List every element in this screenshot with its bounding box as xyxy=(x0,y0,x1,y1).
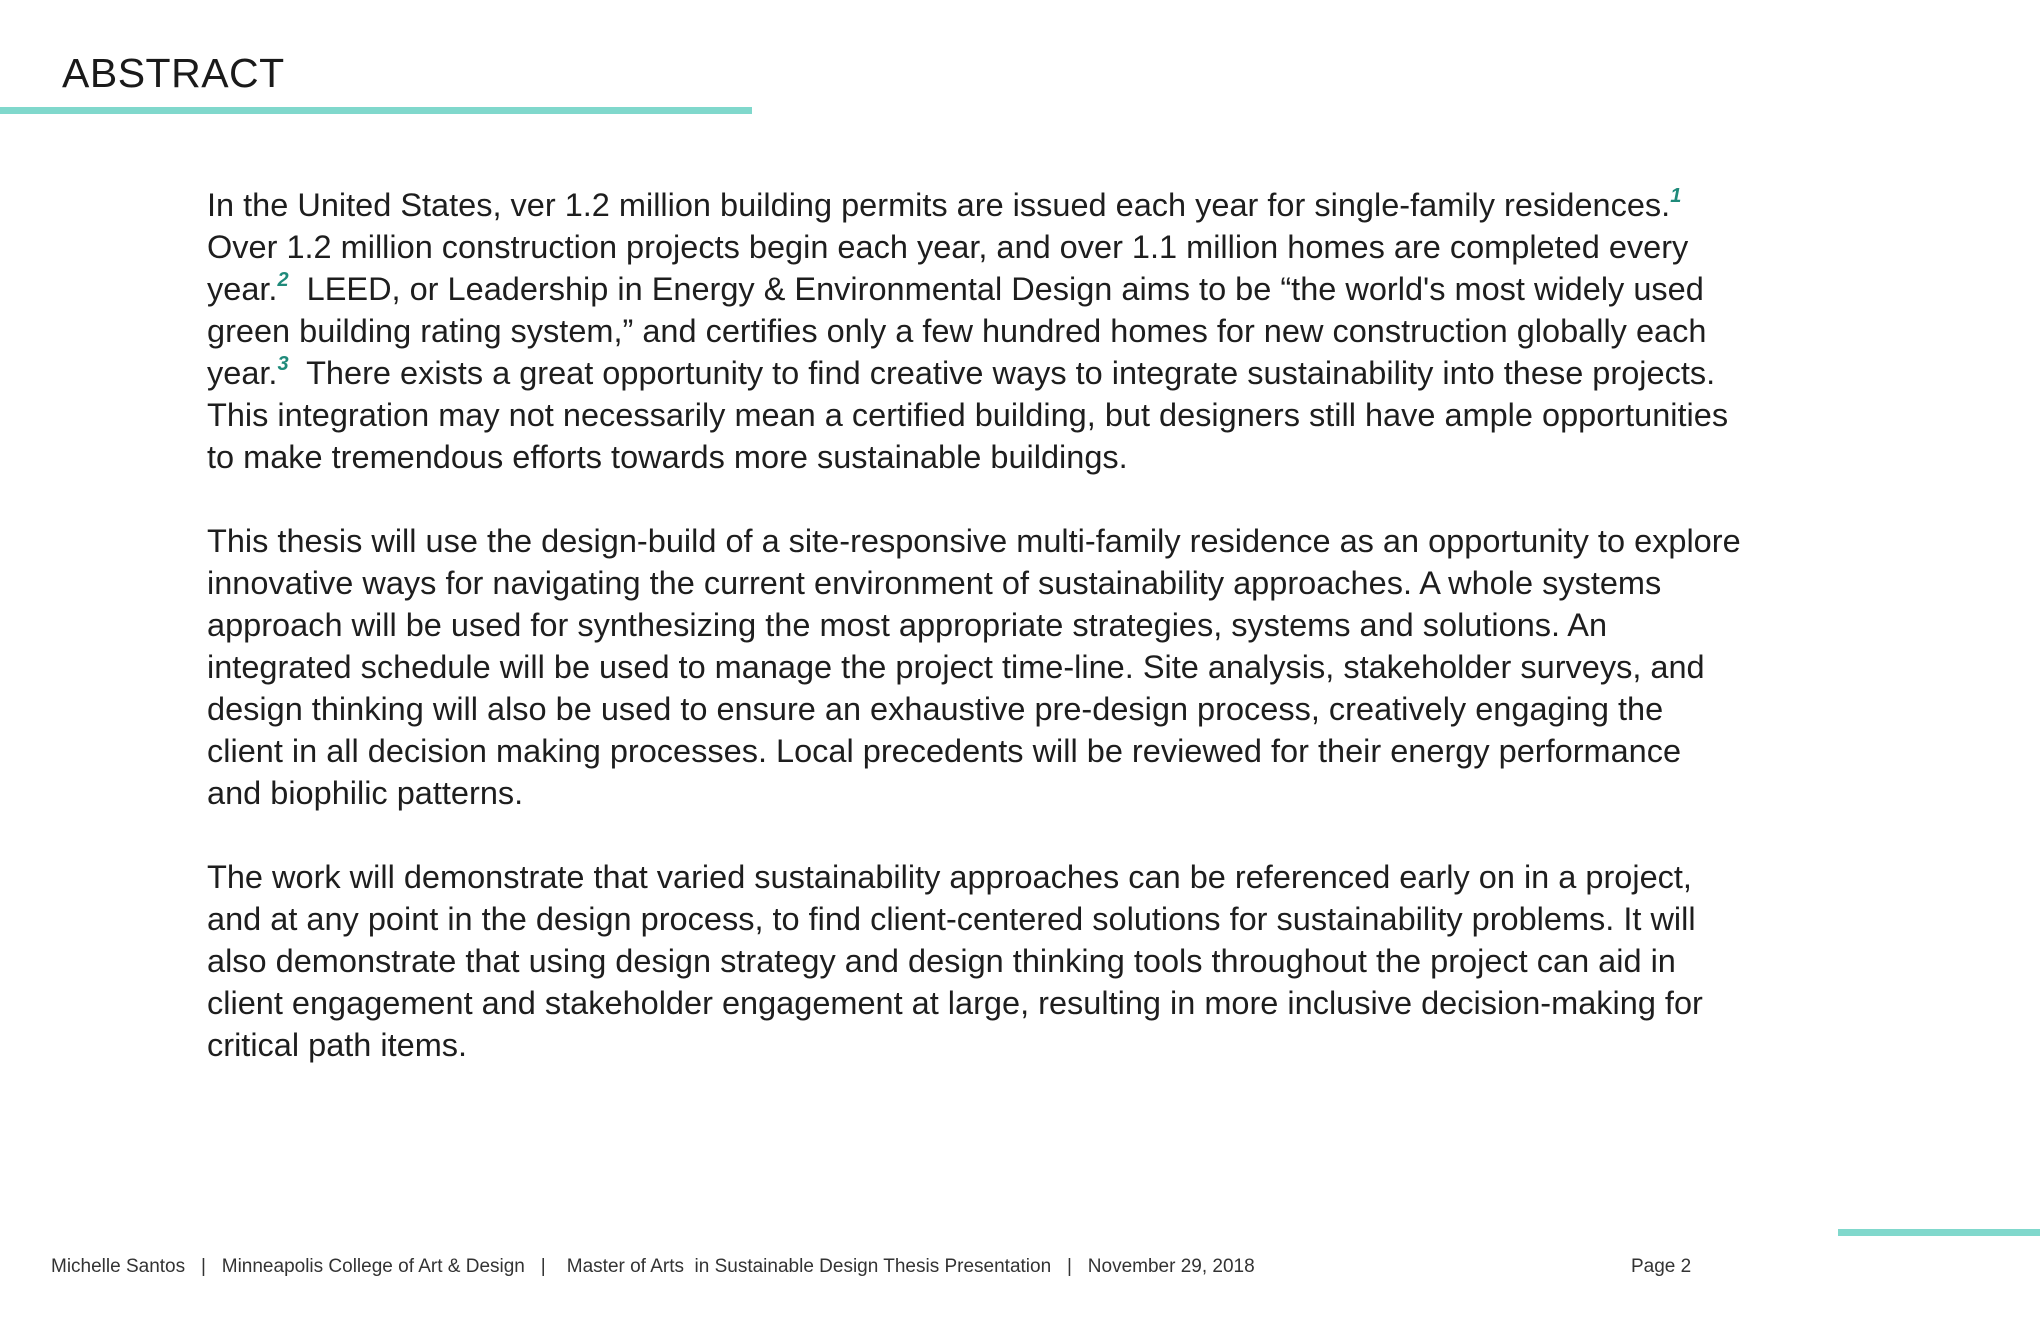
paragraph-line: critical path items. xyxy=(207,1027,468,1063)
footer-author: Michelle Santos xyxy=(51,1256,186,1277)
line-text: year. xyxy=(207,355,278,391)
paragraph-line: approach will be used for synthesizing the most appropriate strategies, systems and solutions. An xyxy=(207,607,1608,643)
paragraph-line: integrated schedule will be used to manage the project time-line. Site analysis, stakeholder surveys, and xyxy=(207,649,1705,685)
paragraph-line: This integration may not necessarily mean a certified building, but designers still have ample opportunities xyxy=(207,397,1729,433)
paragraph-line: innovative ways for navigating the current environment of sustainability approaches. A whole systems xyxy=(207,565,1662,601)
footer-school: Minneapolis College of Art & Design xyxy=(221,1256,525,1277)
paragraph-line: client in all decision making processes. Local precedents will be reviewed for their energy performance xyxy=(207,733,1682,769)
paragraph-line xyxy=(207,352,1927,394)
footer-separator: | xyxy=(200,1256,206,1277)
paragraph-line: This thesis will use the design-build of a site-responsive multi-family residence as an opportunity to explore xyxy=(207,523,1741,559)
footer-date: November 29, 2018 xyxy=(1087,1256,1255,1277)
abstract-paragraph-1 xyxy=(207,184,1927,478)
paragraph-line: also demonstrate that using design strategy and design thinking tools throughout the project can aid in xyxy=(207,943,1676,979)
line-text: LEED, or Leadership in Energy & Environmental Design aims to be “the world's most widely used xyxy=(288,271,1704,307)
paragraph-line: The work will demonstrate that varied sustainability approaches can be referenced early on in a project, xyxy=(207,859,1692,895)
footer-accent-rule xyxy=(1838,1229,2040,1236)
line-text: In the United States, ver 1.2 million building permits are issued each year for single-family residences. xyxy=(207,187,1671,223)
title-underline xyxy=(0,107,752,114)
line-text: year. xyxy=(207,271,278,307)
abstract-paragraph-3 xyxy=(207,856,1927,1066)
paragraph-line: design thinking will also be used to ensure an exhaustive pre-design process, creatively engaging the xyxy=(207,691,1664,727)
abstract-paragraph-2 xyxy=(207,520,1927,814)
footnote-marker[interactable]: 3 xyxy=(277,353,289,375)
paragraph-line: green building rating system,” and certifies only a few hundred homes for new construction globally each xyxy=(207,313,1707,349)
footnote-marker[interactable]: 2 xyxy=(277,269,289,291)
abstract-body xyxy=(207,184,1927,1108)
paragraph-line xyxy=(207,268,1927,310)
footer-program: Master of Arts in Sustainable Design Thesis Presentation xyxy=(566,1256,1052,1277)
footer-separator: | xyxy=(540,1256,546,1277)
paragraph-line xyxy=(207,184,1927,226)
paragraph-line: Over 1.2 million construction projects begin each year, and over 1.1 million homes are completed every xyxy=(207,229,1689,265)
page-number: Page 2 xyxy=(1631,1256,1692,1277)
line-text: There exists a great opportunity to find creative ways to integrate sustainability into these projects. xyxy=(288,355,1716,391)
footer-separator: | xyxy=(1067,1256,1072,1277)
paragraph-line: and at any point in the design process, to find client-centered solutions for sustainability problems. It will xyxy=(207,901,1696,937)
footer-info xyxy=(51,1256,1255,1278)
footnote-marker[interactable]: 1 xyxy=(1670,185,1682,207)
paragraph-line: and biophilic patterns. xyxy=(207,775,524,811)
paragraph-line: client engagement and stakeholder engagement at large, resulting in more inclusive decision-making for xyxy=(207,985,1703,1021)
page-title: ABSTRACT xyxy=(62,50,285,96)
paragraph-line: to make tremendous efforts towards more sustainable buildings. xyxy=(207,439,1128,475)
